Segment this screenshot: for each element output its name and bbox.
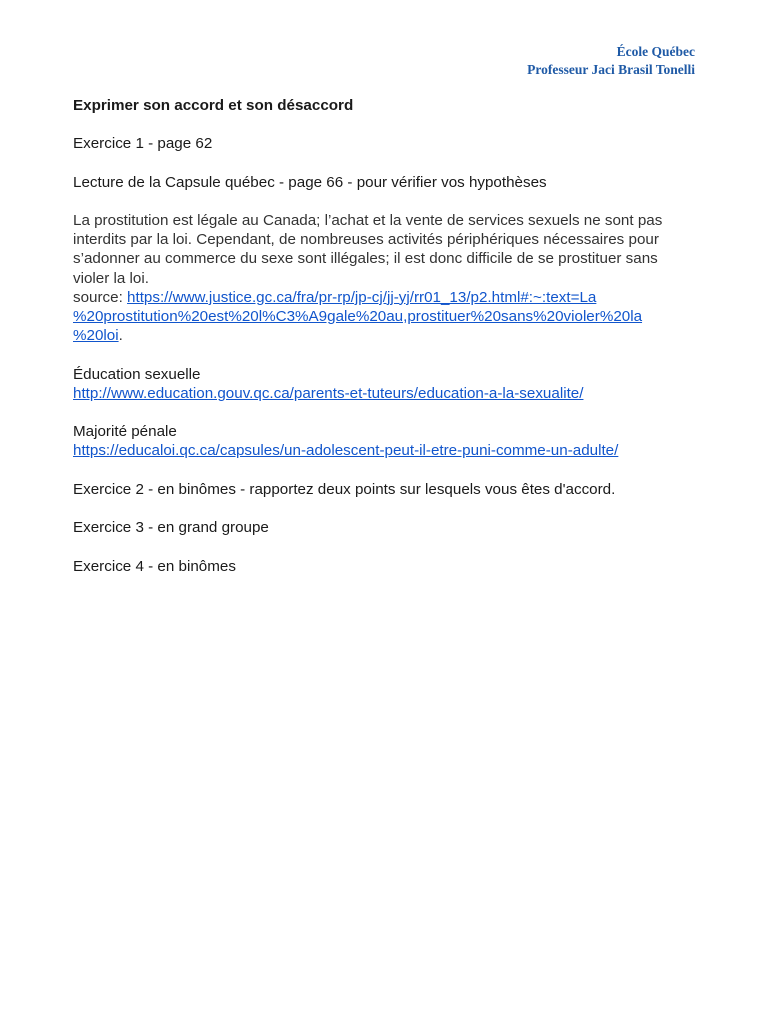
paragraph-line: violer la loi.	[73, 269, 149, 287]
paragraph-line: s’adonner au commerce du sexe sont illégales; il est donc difficile de se prostituer sans	[73, 250, 658, 268]
source-period: .	[118, 327, 123, 345]
document-title: Exprimer son accord et son désaccord	[73, 97, 354, 114]
sex-education-link[interactable]: http://www.education.gouv.qc.ca/parents-et-tuteurs/education-a-la-sexualite/	[73, 384, 584, 402]
source-link-end[interactable]: %20loi	[73, 327, 119, 345]
teacher-name: Professeur Jaci Brasil Tonelli	[527, 62, 695, 77]
source-line	[73, 326, 695, 345]
penal-majority-section	[73, 422, 695, 460]
document-header	[527, 43, 695, 79]
source-link[interactable]: https://www.justice.gc.ca/fra/pr-rp/jp-cj/jj-yj/rr01_13/p2.html#:~:text=La	[127, 288, 597, 306]
penal-majority-label: Majorité pénale	[73, 423, 177, 441]
prostitution-paragraph	[73, 211, 695, 345]
penal-majority-link[interactable]: https://educaloi.qc.ca/capsules/un-adolescent-peut-il-etre-puni-comme-un-adulte/	[73, 442, 619, 460]
document-body	[73, 96, 695, 595]
sex-education-label: Éducation sexuelle	[73, 365, 201, 383]
paragraph-line: La prostitution est légale au Canada; l’achat et la vente de services sexuels ne sont pas	[73, 211, 663, 229]
paragraph-line: interdits par la loi. Cependant, de nombreuses activités périphériques nécessaires pour	[73, 231, 659, 249]
source-line	[73, 307, 695, 326]
source-line	[73, 288, 695, 307]
exercise-1: Exercice 1 - page 62	[73, 135, 213, 153]
sex-education-section	[73, 365, 695, 403]
source-label: source:	[73, 288, 128, 306]
school-name: École Québec	[616, 44, 695, 59]
reading-instruction: Lecture de la Capsule québec - page 66 - pour vérifier vos hypothèses	[73, 173, 547, 191]
exercise-4: Exercice 4 - en binômes	[73, 557, 236, 575]
source-link-continued[interactable]: %20prostitution%20est%20l%C3%A9gale%20au,prostituer%20sans%20violer%20la	[73, 308, 643, 325]
exercise-2: Exercice 2 - en binômes - rapportez deux points sur lesquels vous êtes d'accord.	[73, 480, 616, 498]
exercise-3: Exercice 3 - en grand groupe	[73, 519, 269, 537]
